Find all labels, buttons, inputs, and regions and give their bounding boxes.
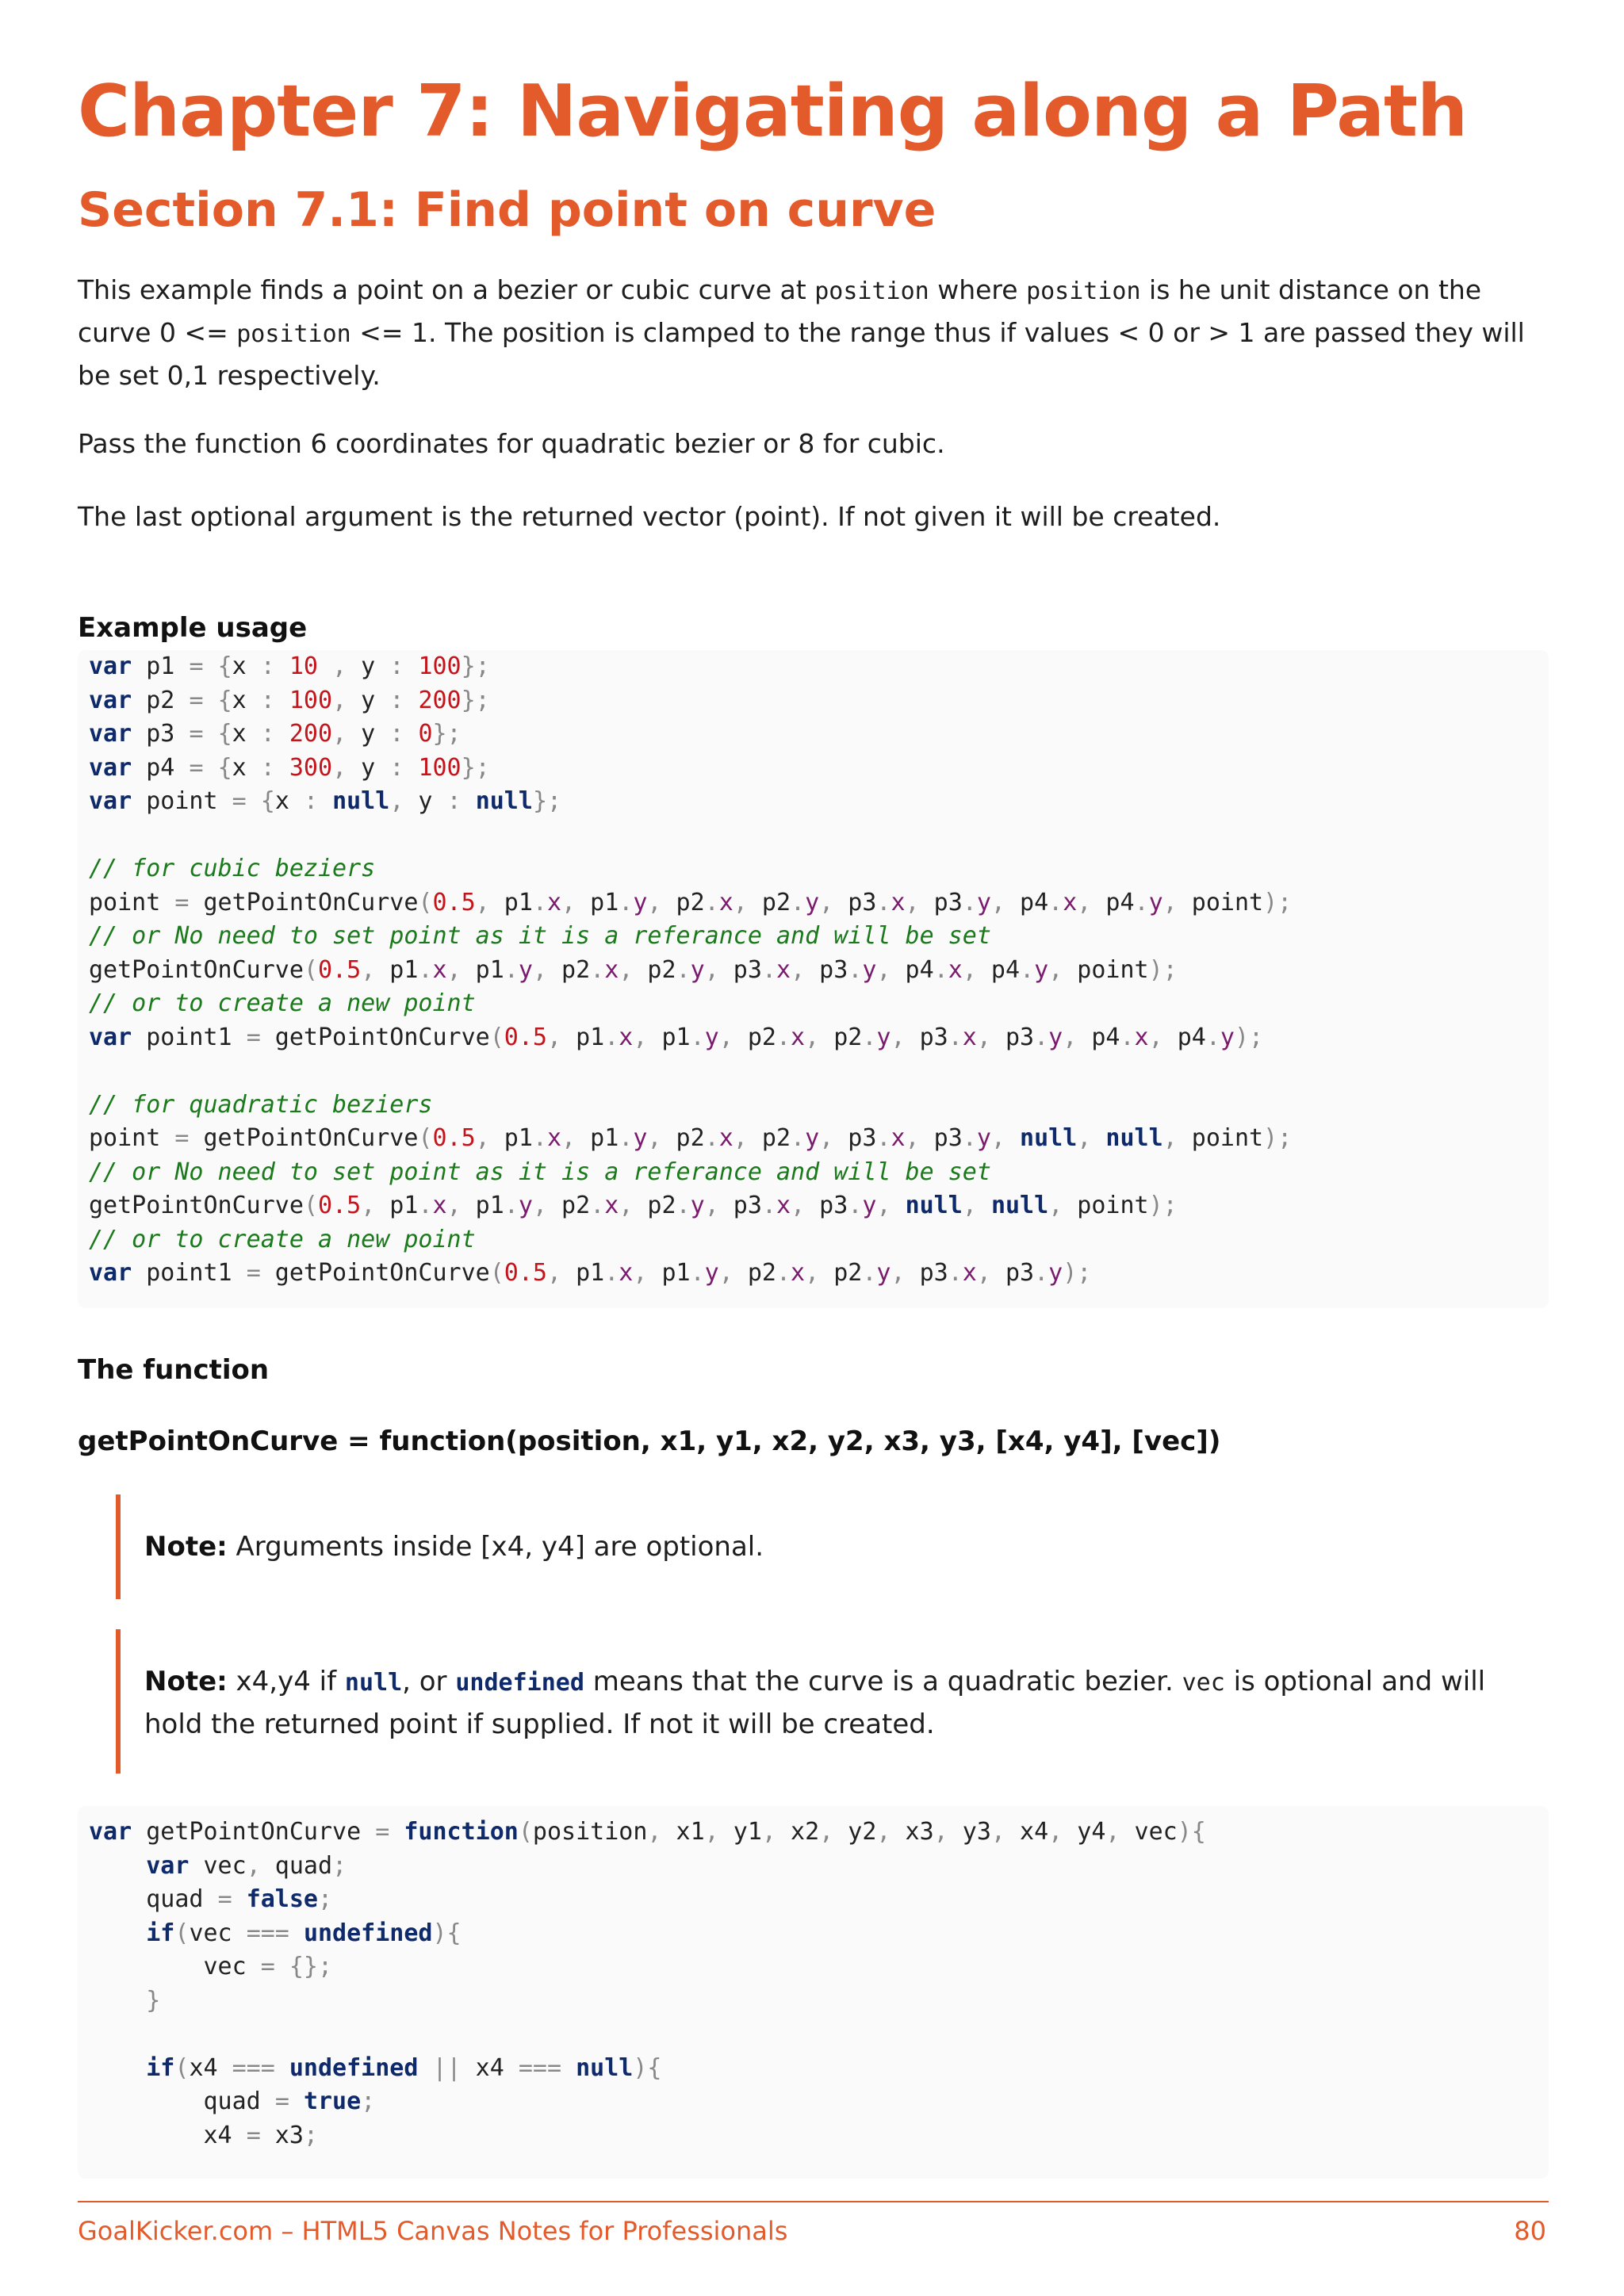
function-code: var getPointOnCurve = function(position, x1, y1, x2, y2, x3, y3, x4, y4, vec){ var vec, quad; quad = false; if(vec === undefined){ vec = {}; } if(x4 === undefined || x4 === null){ quad = true; x4 = x3; (89, 1818, 1206, 2149)
section-title: Section 7.1: Find point on curve (78, 182, 936, 238)
example-code: var p1 = {x : 10 , y : 100}; var p2 = {x : 100, y : 200}; var p3 = {x : 200, y : 0}; var p4 = {x : 300, y : 100}; var point = {x : null, y : null}; // for cubic beziers point = getPointOnCurve(0.5, p1.x, p1.y, p2.x, p2.y, p3.x, p3.y, p4.x, p4.y, point); // or No need to set point as it is a referance and will be set getPointOnCurve(0.5, p1.x, p1.y, p2.x, p2.y, p3.x, p3.y, p4.x, p4.y, point); // or to create a new point var point1 = getPointOnCurve(0.5, p1.x, p1.y, p2.x, p2.y, p3.x, p3.y, p4.x, p4.y); // for quadratic beziers point = getPointOnCurve(0.5, p1.x, p1.y, p2.x, p2.y, p3.x, p3.y, null, null, point); // or No need to set point as it is a referance and will be set getPointOnCurve(0.5, p1.x, p1.y, p2.x, p2.y, p3.x, p3.y, null, null, point); // or to create a new point var point1 = getPointOnCurve(0.5, p1.x, p1.y, p2.x, p2.y, p3.x, p3.y); (89, 652, 1293, 1287)
chapter-title: Chapter 7: Navigating along a Path (78, 70, 1468, 153)
note-optional-args-text: Note: Arguments inside [x4, y4] are optional. (144, 1531, 764, 1563)
intro-paragraph-1: This example finds a point on a bezier or cubic curve at position where position is he unit distance on the curve 0 <= position <= 1. The position is clamped to the range thus if values < 0 or > 1 are passed they will be set 0,1 respectively. (78, 274, 1525, 391)
footer-divider (78, 2201, 1549, 2202)
the-function-heading: The function (78, 1354, 270, 1386)
intro-paragraph-3: The last optional argument is the returned vector (point). If not given it will be created. (78, 501, 1221, 532)
page-number: 80 (1514, 2216, 1546, 2246)
note-optional-args (116, 1494, 1540, 1599)
footer-text: GoalKicker.com – HTML5 Canvas Notes for Professionals (78, 2216, 788, 2246)
function-code-block (78, 1806, 1549, 2179)
note-quadratic (116, 1629, 1540, 1774)
note-quadratic-text: Note: x4,y4 if null, or undefined means that the curve is a quadratic bezier. vec is optional and will hold the returned point if supplied. If not it will be created. (144, 1666, 1486, 1740)
example-code-block (78, 650, 1549, 1308)
example-usage-heading: Example usage (78, 612, 308, 644)
intro-paragraph-2: Pass the function 6 coordinates for quadratic bezier or 8 for cubic. (78, 428, 945, 459)
function-signature: getPointOnCurve = function(position, x1, y1, x2, y2, x3, y3, [x4, y4], [vec]) (78, 1425, 1221, 1457)
